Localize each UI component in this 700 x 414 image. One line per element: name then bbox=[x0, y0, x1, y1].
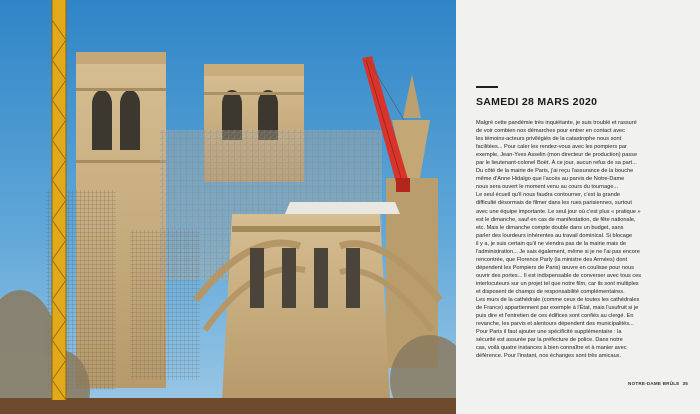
heading-rule bbox=[476, 86, 498, 88]
body-line: déférence. Pour l'instant, nos échanges sont très amicaux. bbox=[476, 353, 622, 360]
body-line: est le dimanche, sauf en cas de manifestation, de fête nationale, bbox=[476, 216, 636, 223]
body-line: puis dire et l'entretien de ces édifices sont confiés au clergé. En bbox=[476, 313, 634, 320]
body-line: par le lieutenant-colonel Boët. À ce jour, aucun refus de sa part... bbox=[476, 160, 637, 167]
body-line: facilitées... Pour caler les rendez-vous avec les pompiers par bbox=[476, 144, 627, 151]
body-line: de France) appartiennent par exemple à l'État, mais l'usufruit si je bbox=[476, 305, 639, 312]
body-line: avec une équipe importante. Le seul jour où c'est plus « pratique » bbox=[476, 208, 641, 215]
article-body bbox=[476, 119, 681, 360]
body-line: cas, voilà quatre instances à bien connaître et à manier avec bbox=[476, 345, 627, 352]
page-footer bbox=[628, 381, 688, 386]
body-line: et disposent de champs de responsabilité complémentaires. bbox=[476, 288, 625, 295]
body-line: l'administration... Je sais également, même si je ne l'ai pas encore bbox=[476, 248, 640, 255]
roof-tarp bbox=[285, 202, 400, 214]
body-line: Du côté de la mairie de Paris, j'ai reçu l'assurance de la bouche bbox=[476, 168, 634, 175]
date-heading: SAMEDI 28 MARS 2020 bbox=[476, 96, 598, 108]
body-line: parler des lourdeurs inhérentes au travail dominical. Si blocage bbox=[476, 232, 633, 239]
body-line: rencontrée, que Florence Parly (la ministre des Armées) dont bbox=[476, 256, 628, 263]
body-line: les témoins-acteurs privilégiés de la catastrophe nous sont bbox=[476, 136, 622, 143]
body-line: dépendent les Pompiers de Paris) œuvre en coulisse pour nous bbox=[476, 264, 634, 271]
body-line: difficulté désormais de filmer dans les rues parisiennes, surtout bbox=[476, 200, 632, 207]
body-line: etc. Mais le dimanche compte double dans un budget, sans bbox=[476, 224, 624, 231]
body-line: il y a, je suis certain qu'il ne viendra pas de la mairie mais de bbox=[476, 240, 626, 247]
body-line: revanche, les parvis et alentours dépendent des municipalités... bbox=[476, 321, 634, 328]
body-line: Les murs de la cathédrale (comme ceux de toutes les cathédrales bbox=[476, 297, 640, 304]
body-line: même d'Anne Hidalgo que l'accès au parvis de Notre-Dame bbox=[476, 176, 625, 183]
body-line: de voir combien nos démarches pour entrer en contact avec bbox=[476, 128, 625, 135]
text-page bbox=[456, 0, 700, 414]
body-line: exemple, Jean-Yves Asselin (mon directeur de production) passe bbox=[476, 152, 638, 159]
body-line: Malgré cette pandémie très inquiétante, je suis troublé et rassuré bbox=[476, 120, 637, 126]
yellow-crane bbox=[52, 0, 66, 400]
body-line: interlocuteurs sur un projet tel que notre film, car ils sont multiples bbox=[476, 280, 639, 287]
body-line: Le seul écueil qu'il nous faudra contourner, c'est la grande bbox=[476, 192, 620, 199]
body-line: Pour Paris il faut ajouter une spécificité supplémentaire : la bbox=[476, 329, 622, 336]
running-title: NOTRE-DAME BRÛLE bbox=[628, 381, 680, 386]
body-line: sécurité est assurée par la préfecture de police. Dans notre bbox=[476, 337, 623, 344]
body-line: nous sera ouvert le moment venu au cours du tournage... bbox=[476, 184, 619, 191]
page-number: 35 bbox=[682, 381, 688, 386]
body-line: ouvrir des portes... Il est indispensable de converser avec tous ces bbox=[476, 272, 642, 279]
